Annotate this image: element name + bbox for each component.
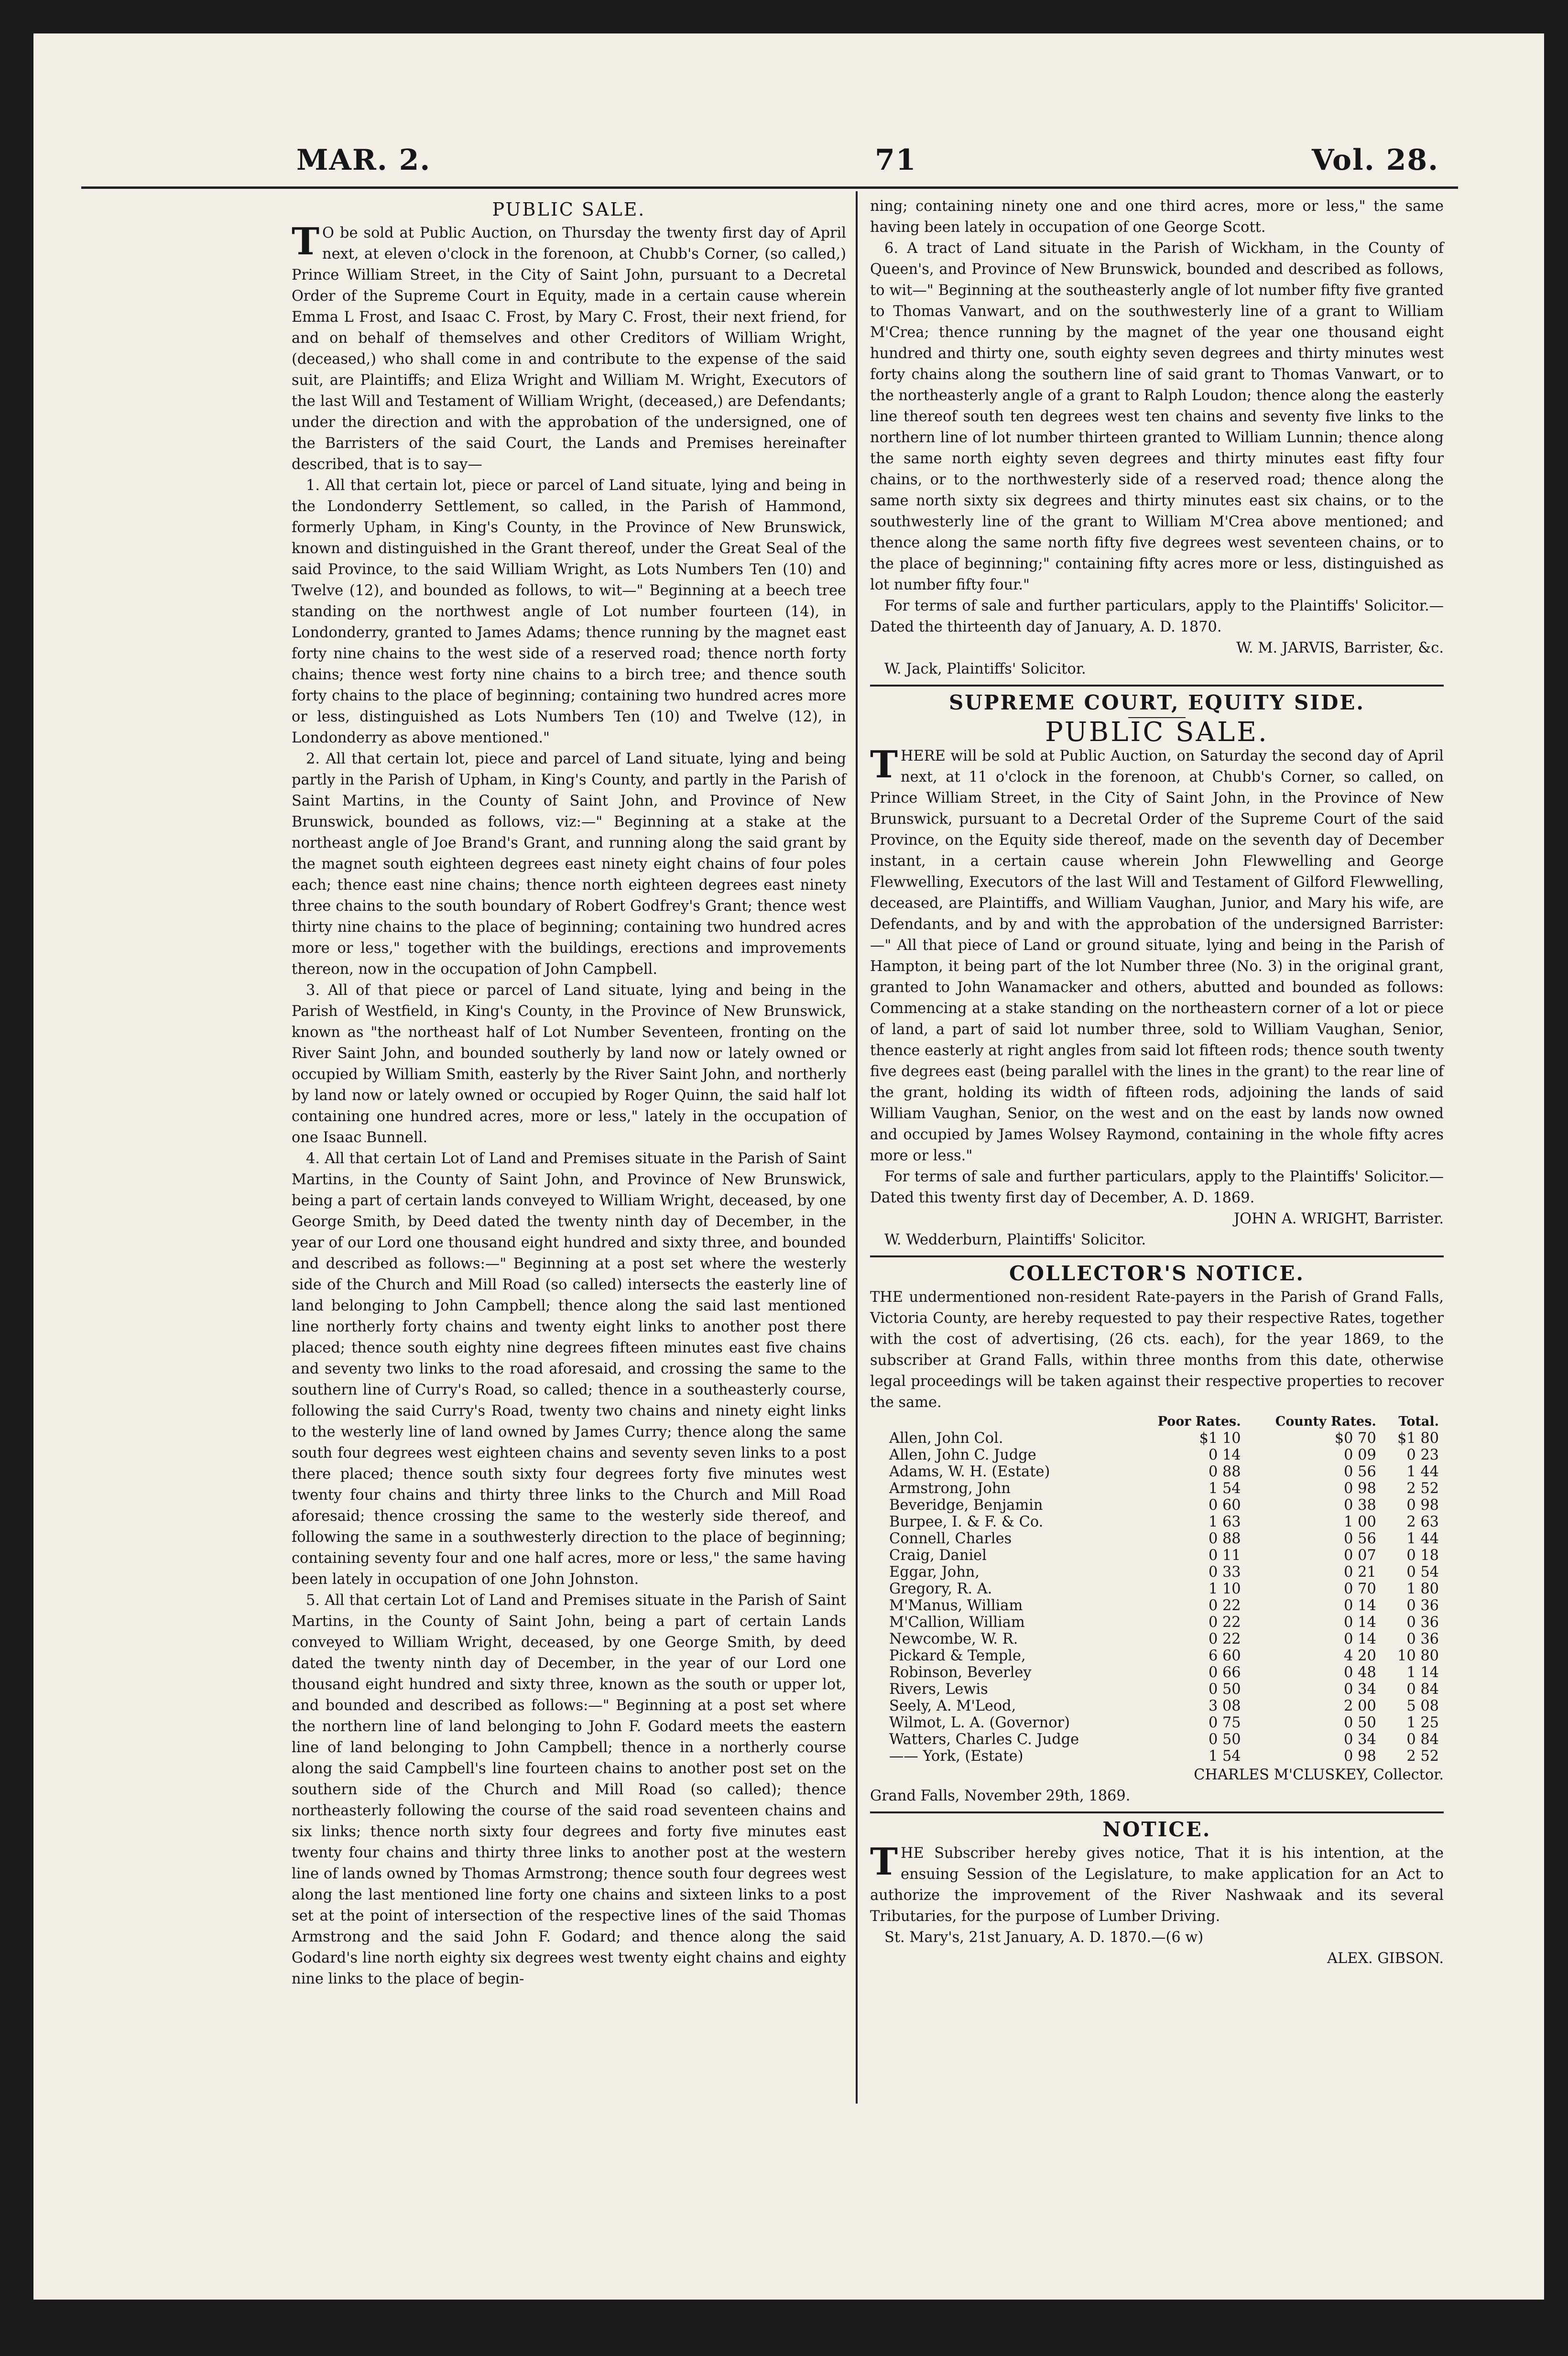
poor-rate: 1 63 — [1208, 1514, 1241, 1530]
lot-3: 3. All of that piece or parcel of Land situate, lying and being in the Parish of Westfield, in King's County, in the Province of New Brunswick, known as "the northeast half of Lot Number Seventeen, fronting on the River Saint John, and bounded southerly by land now or lately owned or occupied by William Smith, easterly by the River Saint John, and northerly by land now or lately owned or occupied by Roger Quinn, the said half lot containing one hundred acres, more or less," lately in the occupation of one Isaac Bunnell. — [292, 982, 846, 1146]
total-rate: 0 36 — [1406, 1597, 1439, 1614]
solicitor-1: W. Jack, Plaintiffs' Solicitor. — [884, 661, 1086, 677]
barrister-signature-1: W. M. JARVIS, Barrister, &c. — [1236, 640, 1444, 656]
rate-payer-name: —— York, (Estate) — [889, 1748, 1024, 1765]
rates-row — [870, 1497, 1444, 1514]
rates-body — [870, 1430, 1444, 1765]
rates-row — [870, 1748, 1444, 1765]
lot-1: 1. All that certain lot, piece or parcel of Land situate, lying and being in the Londonderry Settlement, so called, in the Parish of Hammond, formerly Upham, in King's County, in the Province of New Brunswick, known and distinguished in the Grant thereof, under the Great Seal of the said Province, to the said William Wright, as Lots Numbers Ten (10) and Twelve (12), and bounded as follows, to wit—" Beginning at a beech tree standing on the northwest angle of Lot number fourteen (14), in Londonderry, granted to James Adams; thence running by the magnet east forty nine chains to the west side of a reserved road; thence north forty chains; thence west forty nine chains to a birch tree; and thence south forty chains to the place of beginning; containing two hundred acres more or less, distinguished as Lots Numbers Ten (10) and Twelve (12), in Londonderry as above mentioned." — [292, 477, 846, 746]
lot-4: 4. All that certain Lot of Land and Premises situate in the Parish of Saint Martins, in the County of Saint John, and Province of New Brunswick, being a part of certain lands conveyed to William Wright, deceased, by one George Smith, by Deed dated the twenty ninth day of December, in the year of our Lord one thousand eight hundred and sixty three, and bounded and described as follows:—" Beginning at a post set where the westerly side of the Church and Mill Road (so called) intersects the easterly line of land belonging to John Campbell; thence along the said last mentioned line northerly forty chains and twenty eight links to another post there placed; thence south eighty nine degrees fifteen minutes east five chains and seventy two links to the road aforesaid, and crossing the same to the southern line of Curry's Road, so called; thence in a southeasterly course, following the said Curry's Road, twenty two chains and ninety eight links to the westerly line of land owned by James Curry; thence along the same south four degrees west eighteen chains and seventy seven links to a post there placed; thence south sixty four degrees forty five minutes west twenty four chains and thirty three links to the Church and Mill Road aforesaid; thence crossing the same to the westerly side thereof, and following the same in a southwesterly direction to the place of beginning; containing seventy four and one half acres, more or less," the same having been lately in occupation of one John Johnston. — [292, 1150, 846, 1588]
rate-payer-name: Wilmot, L. A. (Governor) — [889, 1714, 1070, 1731]
rate-payer-name: Beveridge, Benjamin — [889, 1497, 1043, 1514]
rates-header-total: Total. — [1398, 1414, 1439, 1429]
county-rate: 0 21 — [1344, 1564, 1376, 1581]
drop-cap: T — [292, 220, 320, 263]
rate-payer-name: Allen, John Col. — [889, 1430, 1003, 1447]
poor-rate: 0 88 — [1208, 1530, 1241, 1547]
poor-rate: 0 75 — [1208, 1714, 1241, 1731]
county-rate: $0 70 — [1334, 1430, 1376, 1447]
total-rate: 0 18 — [1406, 1547, 1439, 1564]
total-rate: 1 80 — [1406, 1581, 1439, 1597]
rates-row — [870, 1681, 1444, 1698]
rates-header-poor: Poor Rates. — [1157, 1414, 1241, 1429]
sale-intro-text: O be sold at Public Auction, on Thursday the twenty first day of April next, at eleven o'clock in the forenoon, at Chubb's Corner, (so called,) Prince William Street, in the City of Saint John, pursuant to a Decretal Order of the Supreme Court in Equity, made in a certain cause wherein Emma L Frost, and Isaac C. Frost, by Mary C. Frost, their next friend, for and on behalf of themselves and other Creditors of William Wright, (deceased,) who shall come in and contribute to the expense of the said suit, are Plaintiffs; and Eliza Wright and William M. Wright, Executors of the last Will and Testament of William Wright, (deceased,) are Defendants; under the direction and with the approbation of the undersigned, one of the Barristers of the said Court, the Lands and Premises hereinafter described, that is to say— — [292, 225, 846, 473]
county-rate: 0 56 — [1344, 1463, 1376, 1480]
rates-header-name — [870, 1413, 1132, 1430]
notice-text — [870, 1840, 1444, 1927]
county-rate: 0 48 — [1344, 1664, 1376, 1681]
rates-row — [870, 1514, 1444, 1530]
newspaper-sheet — [33, 33, 1544, 2300]
poor-rate: 0 22 — [1208, 1597, 1241, 1614]
county-rate: 0 38 — [1344, 1497, 1376, 1514]
rate-payer-name: Adams, W. H. (Estate) — [889, 1463, 1050, 1480]
county-rate: 1 00 — [1344, 1514, 1376, 1530]
poor-rate: $1 10 — [1199, 1430, 1241, 1447]
rate-payer-name: M'Manus, William — [889, 1597, 1023, 1614]
county-rate: 0 98 — [1344, 1480, 1376, 1497]
total-rate: 1 44 — [1406, 1463, 1439, 1480]
total-rate: 2 52 — [1406, 1480, 1439, 1497]
poor-rate: 0 88 — [1208, 1463, 1241, 1480]
total-rate: 2 63 — [1406, 1514, 1439, 1530]
barrister-signature-2: JOHN A. WRIGHT, Barrister. — [1233, 1211, 1444, 1227]
total-rate: 0 23 — [1406, 1447, 1439, 1463]
collector-date: Grand Falls, November 29th, 1869. — [870, 1788, 1131, 1804]
county-rate: 0 70 — [1344, 1581, 1376, 1597]
rates-row — [870, 1564, 1444, 1581]
page-number: 71 — [875, 143, 917, 177]
column-divider — [856, 191, 858, 2104]
rate-payer-name: Newcombe, W. R. — [889, 1631, 1018, 1647]
total-rate: 1 25 — [1406, 1714, 1439, 1731]
rate-payer-name: Craig, Daniel — [889, 1547, 987, 1564]
rates-row — [870, 1547, 1444, 1564]
total-rate: 0 54 — [1406, 1564, 1439, 1581]
rate-payer-name: Seely, A. M'Leod, — [889, 1698, 1016, 1714]
terms-of-sale-2: For terms of sale and further particulars, apply to the Plaintiffs' Solicitor.—Dated this twenty first day of December, A. D. 1869. — [870, 1168, 1444, 1206]
issue-date: MAR. 2. — [296, 143, 431, 177]
section-divider-2 — [870, 1255, 1444, 1257]
rates-row — [870, 1647, 1444, 1664]
county-rate: 2 00 — [1344, 1698, 1376, 1714]
rate-payer-name: Rivers, Lewis — [889, 1681, 988, 1698]
rates-row — [870, 1581, 1444, 1597]
notice-date: St. Mary's, 21st January, A. D. 1870.—(6 w) — [884, 1929, 1204, 1946]
solicitor-2: W. Wedderburn, Plaintiffs' Solicitor. — [884, 1232, 1146, 1248]
poor-rate: 0 11 — [1208, 1547, 1241, 1564]
poor-rate: 0 33 — [1208, 1564, 1241, 1581]
total-rate: 2 52 — [1406, 1748, 1439, 1765]
rates-row — [870, 1698, 1444, 1714]
section-divider-3 — [870, 1811, 1444, 1813]
poor-rate: 1 10 — [1208, 1581, 1241, 1597]
rates-row — [870, 1731, 1444, 1748]
poor-rate: 6 60 — [1208, 1647, 1241, 1664]
total-rate: 1 44 — [1406, 1530, 1439, 1547]
poor-rate: 3 08 — [1208, 1698, 1241, 1714]
total-rate: 0 36 — [1406, 1614, 1439, 1631]
rates-row — [870, 1530, 1444, 1547]
total-rate: 0 98 — [1406, 1497, 1439, 1514]
volume-number: Vol. 28. — [1311, 143, 1439, 177]
page-header — [81, 124, 1458, 189]
total-rate: $1 80 — [1397, 1430, 1439, 1447]
lot-5: 5. All that certain Lot of Land and Premises situate in the Parish of Saint Martins, in the County of Saint John, being a part of certain Lands conveyed to William Wright, deceased, by one George Smith, by deed dated the twenty ninth day of December, in the year of our Lord one thousand eight hundred and sixty three, known as the south or upper lot, and bounded and described as follows:—" Beginning at a post set where the northern line of land belonging to John F. Godard meets the eastern line of land belonging to John Campbell; thence in a northerly course along the said Campbell's line fourteen chains to another post set on the southern side of the Church and Mill Road (so called); thence northeasterly following the course of the said road seventeen chains and six links; thence north sixty four degrees and forty five minutes east twenty four chains and thirty three links to another post at the western line of lands owned by Thomas Armstrong; thence south four degrees west along the last mentioned line forty one chains and sixteen links to a post set at the point of intersection of the respective lines of the said Thomas Armstrong and the said John F. Godard; and thence along the said Godard's line north eighty six degrees west twenty eight chains and eighty nine links to the place of begin- — [292, 1592, 846, 1987]
poor-rate: 0 22 — [1208, 1631, 1241, 1647]
public-sale-title: PUBLIC SALE. — [492, 199, 646, 220]
section-divider — [870, 685, 1444, 687]
sale-2-body: HERE will be sold at Public Auction, on Saturday the second day of April next, at 11 o'clock in the forenoon, at Chubb's Corner, so called, on Prince William Street, in the City of Saint John, in the Province of New Brunswick, pursuant to a Decretal Order of the Supreme Court of the said Province, on the Equity side thereof, made on the seventh day of December instant, in a certain cause wherein John Flewwelling and George Flewwelling, Executors of the last Will and Testament of Gilford Flewwelling, deceased, are Plaintiffs, and William Vaughan, Junior, and Mary his wife, are Defendants, and by and with the approbation of the undersigned Barrister:—" All that piece of Land or ground situate, lying and being in the Parish of Hampton, it being part of the lot Number three (No. 3) in the original grant, granted to John Wanamacker and others, abutted and bounded as follows: Commencing at a stake standing on the northeastern corner of a lot or piece of land, a part of said lot number three, sold to William Vaughan, Senior, thence easterly at right angles from said lot fifteen rods; thence south twenty five degrees east (being parallel with the lines in the grant) to the rear line of the grant, holding its width of fifteen rods, adjoining the lands of said William Vaughan, Senior, on the west and on the east by lands now owned and occupied by James Wolsey Raymond, containing in the whole fifty acres more or less." — [870, 748, 1444, 1164]
poor-rate: 0 66 — [1208, 1664, 1241, 1681]
rates-row — [870, 1614, 1444, 1631]
drop-cap-2: T — [870, 743, 898, 786]
rates-row — [870, 1480, 1444, 1497]
terms-of-sale-1: For terms of sale and further particulars, apply to the Plaintiffs' Solicitor.—Dated the thirteenth day of January, A. D. 1870. — [870, 598, 1444, 635]
rate-payer-name: Burpee, I. & F. & Co. — [889, 1514, 1044, 1530]
poor-rate: 0 22 — [1208, 1614, 1241, 1631]
county-rate: 0 14 — [1344, 1631, 1376, 1647]
county-rate: 0 14 — [1344, 1597, 1376, 1614]
right-column — [870, 196, 1444, 2113]
rate-payer-name: Watters, Charles C. Judge — [889, 1731, 1079, 1748]
rate-payer-name: Allen, John C. Judge — [889, 1447, 1036, 1463]
poor-rate: 0 60 — [1208, 1497, 1241, 1514]
county-rate: 0 98 — [1344, 1748, 1376, 1765]
public-sale-title-2: PUBLIC SALE. — [1045, 717, 1269, 748]
total-rate: 0 36 — [1406, 1631, 1439, 1647]
rate-payer-name: Eggar, John, — [889, 1564, 980, 1581]
county-rate: 0 50 — [1344, 1714, 1376, 1731]
county-rate: 0 56 — [1344, 1530, 1376, 1547]
county-rate: 0 34 — [1344, 1731, 1376, 1748]
collectors-notice-intro: THE undermentioned non-resident Rate-payers in the Parish of Grand Falls, Victoria County, are hereby requested to pay their respective Rates, together with the cost of advertising, (26 cts. each), for the year 1869, to the subscriber at Grand Falls, within three months from this date, otherwise legal proceedings will be taken against their respective properties to recover the same. — [870, 1289, 1444, 1411]
rate-payer-name: Armstrong, John — [889, 1480, 1011, 1497]
sale-intro — [292, 220, 846, 475]
rates-row — [870, 1714, 1444, 1731]
county-rate: 0 07 — [1344, 1547, 1376, 1564]
notice-title: NOTICE. — [1102, 1818, 1211, 1841]
rates-row — [870, 1463, 1444, 1480]
poor-rate: 0 50 — [1208, 1731, 1241, 1748]
rates-row — [870, 1597, 1444, 1614]
poor-rate: 0 14 — [1208, 1447, 1241, 1463]
county-rate: 4 20 — [1344, 1647, 1376, 1664]
rates-header-county: County Rates. — [1275, 1414, 1376, 1429]
notice-body: HE Subscriber hereby gives notice, That it is his intention, at the ensuing Session of the Legislature, to make application for an Act to authorize the improvement of the River Nashwaak and its several Tributaries, for the purpose of Lumber Driving. — [870, 1845, 1444, 1925]
rates-row — [870, 1664, 1444, 1681]
collectors-notice-title: COLLECTOR'S NOTICE. — [1009, 1262, 1305, 1285]
county-rate: 0 34 — [1344, 1681, 1376, 1698]
rate-payer-name: M'Callion, William — [889, 1614, 1025, 1631]
sale-2-text — [870, 743, 1444, 1167]
rate-payer-name: Connell, Charles — [889, 1530, 1012, 1547]
gazette-page — [81, 33, 1458, 2300]
total-rate: 0 84 — [1406, 1731, 1439, 1748]
collector-signature: CHARLES M'CLUSKEY, Collector. — [1194, 1767, 1444, 1783]
rates-table — [870, 1413, 1444, 1765]
rates-header-row — [870, 1413, 1444, 1430]
poor-rate: 0 50 — [1208, 1681, 1241, 1698]
rate-payer-name: Robinson, Beverley — [889, 1664, 1032, 1681]
total-rate: 10 80 — [1397, 1647, 1439, 1664]
lot-2: 2. All that certain lot, piece and parcel of Land situate, lying and being partly in the Parish of Upham, in King's County, and partly in the Parish of Saint Martins, in the County of Saint John, and Province of New Brunswick, bounded as follows, viz:—" Beginning at a stake at the northeast angle of Joe Brand's Grant, and running along the said grant by the magnet south eighteen degrees east ninety eight chains of four poles each; thence east nine chains; thence north eighteen degrees east ninety three chains to the south boundary of Robert Godfrey's Grant; thence west thirty nine chains to the place of beginning; containing two hundred acres more or less," together with the buildings, erections and improvements thereon, now in the occupation of John Campbell. — [292, 751, 846, 978]
lot-5-continued: ning; containing ninety one and one third acres, more or less," the same having been lately in occupation of one George Scott. — [870, 198, 1444, 236]
total-rate: 1 14 — [1406, 1664, 1439, 1681]
supreme-court-heading: SUPREME COURT, EQUITY SIDE. — [948, 691, 1365, 714]
rates-row — [870, 1430, 1444, 1447]
rate-payer-name: Pickard & Temple, — [889, 1647, 1026, 1664]
poor-rate: 1 54 — [1208, 1480, 1241, 1497]
rates-row — [870, 1447, 1444, 1463]
county-rate: 0 14 — [1344, 1614, 1376, 1631]
notice-signature: ALEX. GIBSON. — [1327, 1950, 1444, 1967]
lot-6: 6. A tract of Land situate in the Parish of Wickham, in the County of Queen's, and Province of New Brunswick, bounded and described as follows, to wit—" Beginning at the southeasterly angle of lot number fifty five granted to Thomas Vanwart, and on the southwesterly line of a grant to William M'Crea; thence running by the magnet of the year one thousand eight hundred and thirty one, south eighty seven degrees and thirty minutes west forty chains along the southern line of said grant to Thomas Vanwart, or to the northeasterly angle of a grant to Ralph Loudon; thence along the easterly line thereof south ten degrees west ten chains and seventy five links to the northern line of lot number thirteen granted to William Lunnin; thence along the same north eighty seven degrees and thirty minutes east fifty four chains, or to the northwesterly side of a reserved road; thence along the same north sixty six degrees and thirty minutes east six chains, or to the southwesterly line of the grant to William M'Crea above mentioned; and thence along the same north fifty five degrees west seventeen chains, or to the place of beginning;" containing fifty acres more or less, distinguished as lot number fifty four." — [870, 240, 1444, 593]
total-rate: 5 08 — [1406, 1698, 1439, 1714]
rates-row — [870, 1631, 1444, 1647]
poor-rate: 1 54 — [1208, 1748, 1241, 1765]
county-rate: 0 09 — [1344, 1447, 1376, 1463]
left-column — [292, 196, 846, 2113]
total-rate: 0 84 — [1406, 1681, 1439, 1698]
rate-payer-name: Gregory, R. A. — [889, 1581, 992, 1597]
drop-cap-3: T — [870, 1840, 898, 1884]
